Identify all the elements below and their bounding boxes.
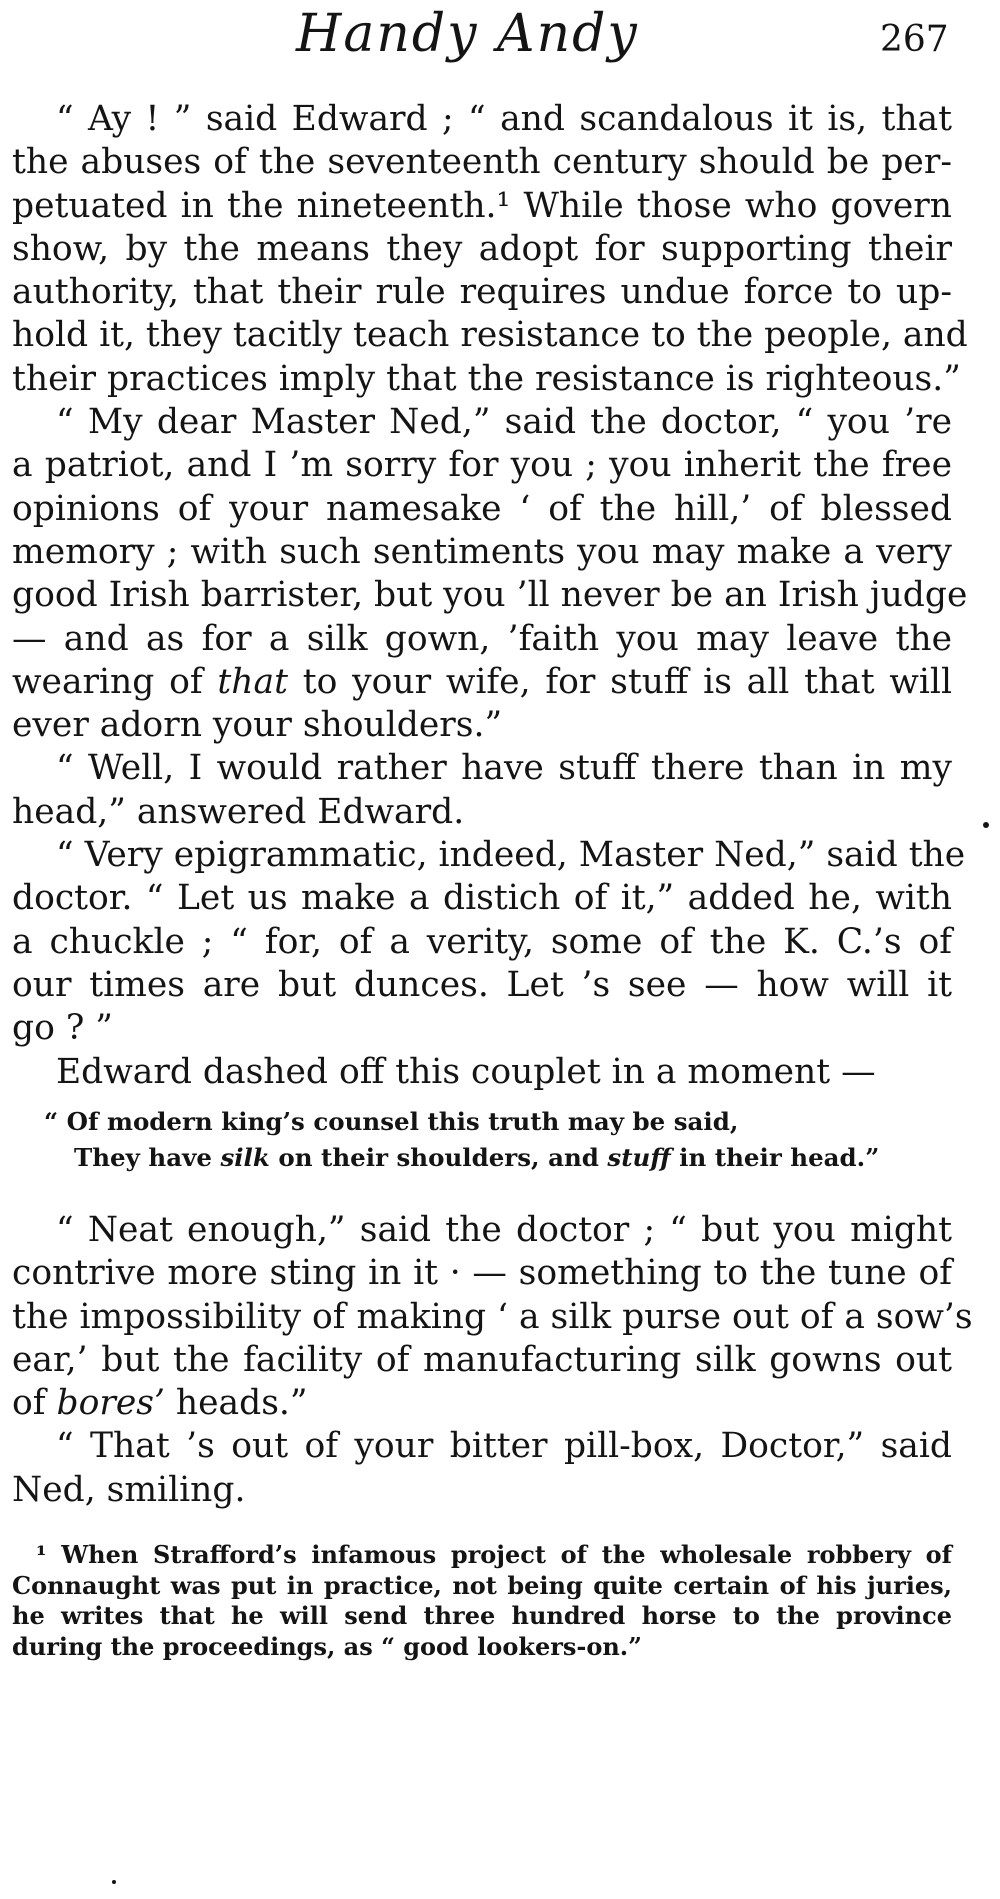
- running-header: [0, 0, 1000, 75]
- text-line: ear,’ but the facility of manufacturing silk gowns out: [12, 1339, 952, 1380]
- text-line: “ My dear Master Ned,” said the doctor, “ you ’re: [56, 402, 952, 443]
- text-line: Ned, smiling.: [12, 1469, 246, 1510]
- footnote-line: Connaught was put in practice, not being quite certain of his juries,: [12, 1570, 952, 1600]
- text-line: the abuses of the seventeenth century should be per-: [12, 142, 952, 183]
- text-line: our times are but dunces. Let ’s see — how will it: [12, 964, 952, 1005]
- text-line: opinions of your namesake ‘ of the hill,’ of blessed: [12, 488, 952, 529]
- text-line: “ Ay ! ” said Edward ; “ and scandalous it is, that: [56, 99, 952, 139]
- bottom-speck: [112, 1880, 116, 1884]
- text-line: of bores’ heads.”: [12, 1383, 308, 1424]
- text-line: contrive more sting in it · — something to the tune of: [12, 1253, 952, 1294]
- text-line: petuated in the nineteenth.¹ While those who govern: [12, 185, 952, 226]
- text-line: wearing of that to your wife, for stuff is all that will: [12, 661, 952, 702]
- running-title: Handy Andy: [296, 4, 639, 64]
- main-text: [12, 98, 968, 1094]
- text-line: authority, that their rule requires undue force to up-: [12, 272, 952, 313]
- text-line: a patriot, and I ’m sorry for you ; you inherit the free: [12, 445, 952, 486]
- text-line: — and as for a silk gown, ’faith you may leave the: [12, 618, 952, 659]
- text-line: a chuckle ; “ for, of a verity, some of the K. C.’s of: [12, 921, 952, 962]
- text-line: hold it, they tacitly teach resistance to the people, and: [12, 315, 968, 356]
- text-line: “ Very epigrammatic, indeed, Master Ned,” said the: [56, 835, 966, 876]
- footnote-line: during the proceedings, as “ good lookers-on.”: [12, 1631, 642, 1661]
- text-line: head,” answered Edward.: [12, 791, 465, 832]
- couplet-line: “ Of modern king’s counsel this truth may be said,: [44, 1107, 739, 1136]
- footnote-line: ¹ When Strafford’s infamous project of the wholesale robbery of: [36, 1540, 952, 1569]
- text-line: doctor. “ Let us make a distich of it,” added he, with: [12, 878, 952, 919]
- footnote-line: he writes that he will send three hundred horse to the province: [12, 1601, 952, 1630]
- text-line: ever adorn your shoulders.”: [12, 705, 503, 746]
- text-line: “ Neat enough,” said the doctor ; “ but you might: [56, 1210, 952, 1250]
- text-line: their practices imply that the resistance is righteous.”: [12, 358, 961, 399]
- footnote: [12, 1540, 952, 1662]
- couplet: [44, 1104, 944, 1176]
- text-line: good Irish barrister, but you ’ll never be an Irish judge: [12, 575, 968, 616]
- text-line: memory ; with such sentiments you may make a very: [12, 531, 952, 572]
- text-line: “ That ’s out of your bitter pill-box, Doctor,” said: [56, 1426, 952, 1467]
- margin-speck: [983, 822, 989, 828]
- couplet-line: They have silk on their shoulders, and stuff in their head.”: [74, 1143, 880, 1172]
- text-line: go ? ”: [12, 1008, 113, 1049]
- text-line: Edward dashed off this couplet in a moment —: [56, 1051, 876, 1092]
- text-line: the impossibility of making ‘ a silk purse out of a sow’s: [12, 1296, 973, 1337]
- main-text-continued: [12, 1209, 973, 1512]
- text-line: show, by the means they adopt for supporting their: [12, 228, 952, 269]
- page-number: 267: [880, 19, 949, 60]
- text-line: “ Well, I would rather have stuff there than in my: [56, 748, 952, 789]
